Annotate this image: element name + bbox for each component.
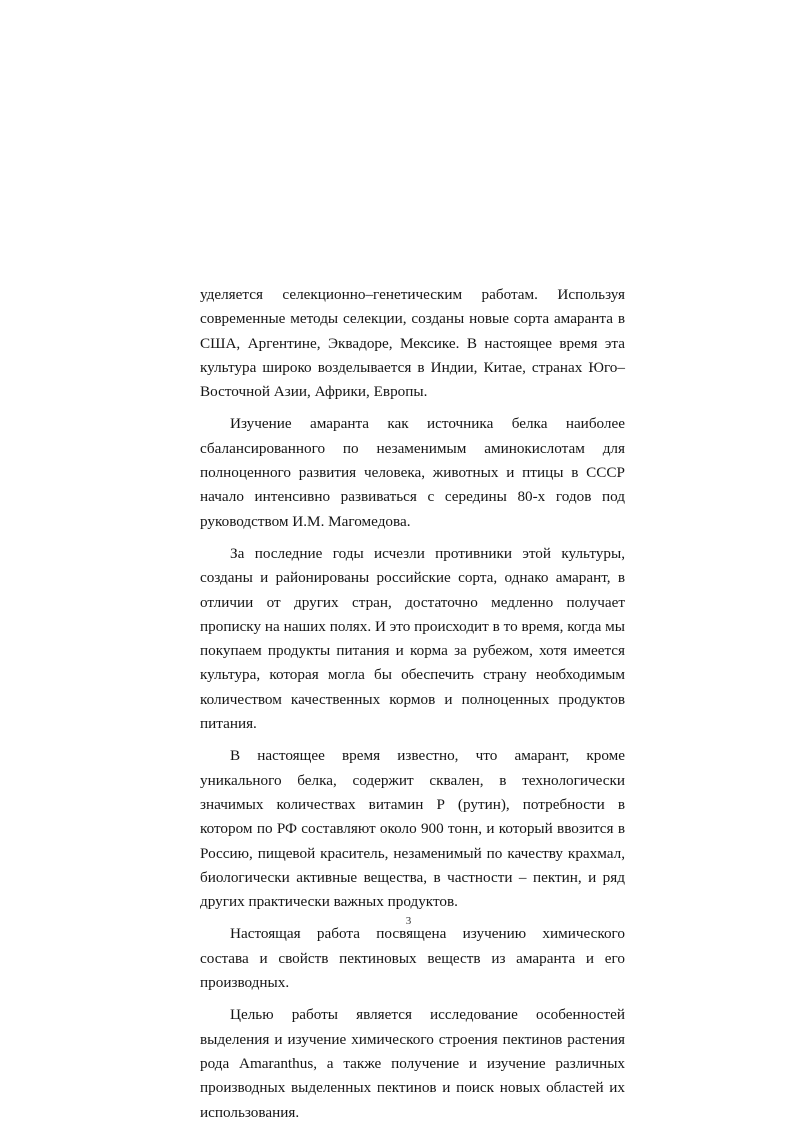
page-number: 3 [405, 915, 412, 927]
paragraph-2: Изучение амаранта как источника белка наиболее сбалансированного по незаменимым аминокислотам для полноценного развития человека, животных и птицы в СССР начало интенсивно развиваться с середины 80-х годов под руководством И.М. Магомедова. [200, 415, 625, 530]
paragraph-4: В настоящее время известно, что амарант, кроме уникального белка, содержит сквален, в технологически значимых количествах витамин Р (рутин), потребности в котором по РФ составляют около 900 тонн, и который ввозится в Россию, пищевой краситель, незаменимый по качеству крахмал, биологически активные вещества, в частности – пектин, и ряд других практически важных продуктов. [200, 747, 625, 911]
document-body [200, 283, 625, 1133]
paragraph-1: уделяется селекционно–генетическим работам. Используя современные методы селекции, созданы новые сорта амаранта в США, Аргентине, Эквадоре, Мексике. В настоящее время эта культура широко возделывается в Индии, Китае, странах Юго–Восточной Азии, Африки, Европы. [200, 286, 625, 401]
paragraph-5: Настоящая работа посвящена изучению химического состава и свойств пектиновых веществ из амаранта и его производных. [200, 925, 625, 992]
paragraph-6: Целью работы является исследование особенностей выделения и изучение химического строения пектинов растения рода Amaranthus, а также получение и изучение различных производных выделенных пектинов и поиск новых областей их использования. [200, 1006, 625, 1121]
paragraph-3: За последние годы исчезли противники этой культуры, созданы и районированы российские сорта, однако амарант, в отличии от других стран, достаточно медленно получает прописку на наших полях. И это происходит в то время, когда мы покупаем продукты питания и корма за рубежом, хотя имеется культура, которая могла бы обеспечить страну необходимым количеством качественных кормов и полноценных продуктов питания. [200, 544, 625, 733]
